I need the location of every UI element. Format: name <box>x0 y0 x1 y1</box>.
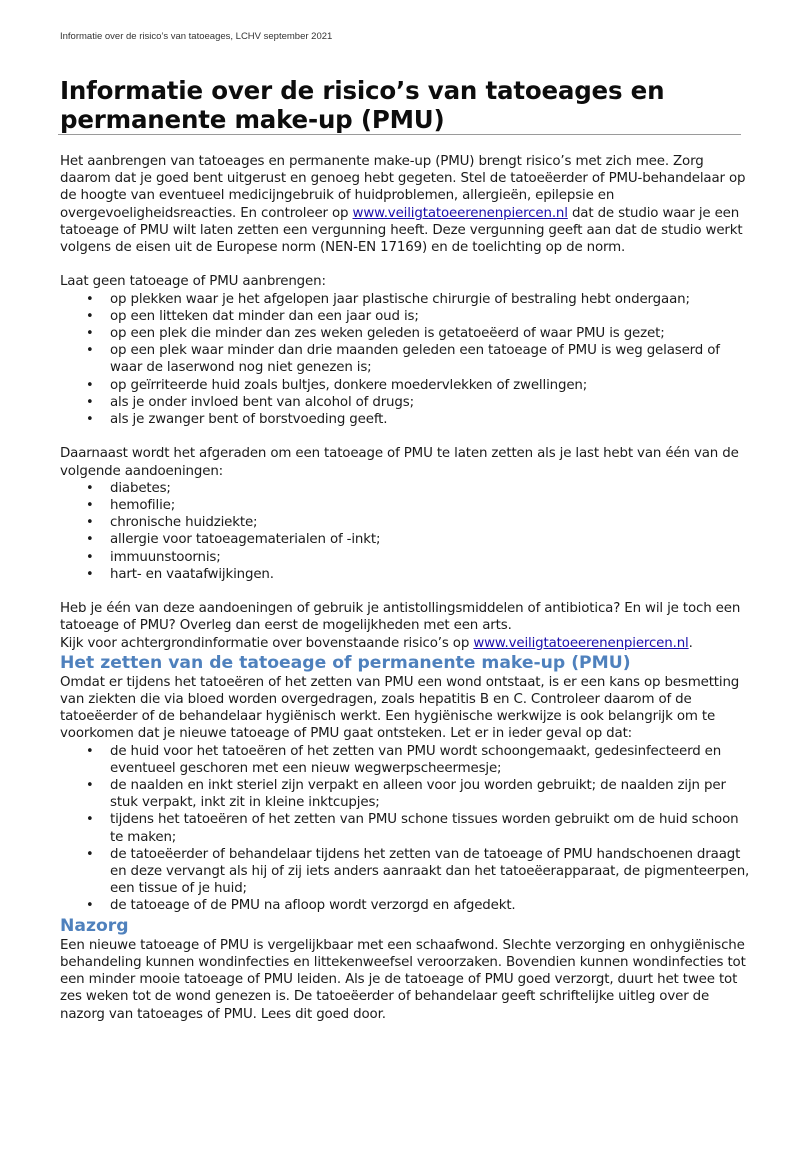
list-item <box>60 497 750 514</box>
list-item-text: diabetes; <box>110 480 171 496</box>
application-paragraph: Omdat er tijdens het tatoeëren of het zetten van PMU een wond ontstaat, is er een kans op besmetting van ziekten die via bloed worden overgedragen, zoals hepatitis B en C. Controleer daarom of de tatoeëerder of de behandelaar hygiënisch werkt. Een hygiënische werkwijze is ook belangrijk om te voorkomen dat je nieuwe tatoeage of PMU gaat ontsteken. Let er in ieder geval op dat: <box>60 674 740 742</box>
hygiene-checklist <box>60 743 750 915</box>
list-item-text: op een plek die minder dan zes weken geleden is getatoeëerd of waar PMU is gezet; <box>110 326 665 342</box>
list-item <box>60 549 750 566</box>
spacer <box>60 583 750 600</box>
bullet-icon: • <box>86 480 94 496</box>
background-info-paragraph <box>60 635 750 652</box>
bullet-icon: • <box>86 291 94 307</box>
conditions-list <box>60 480 750 583</box>
list-item-text: allergie voor tatoeagematerialen of -inkt; <box>110 532 381 548</box>
list-item-text: chronische huidziekte; <box>110 515 258 531</box>
bullet-icon: • <box>86 549 94 565</box>
list-item <box>60 566 750 583</box>
section-heading-aftercare: Nazorg <box>60 915 129 936</box>
spacer <box>60 428 750 445</box>
list-item-text: de tatoeëerder of behandelaar tijdens het zetten van de tatoeage of PMU handschoenen draagt en deze vervangt als hij of zij iets anders aanraakt dan het tatoeëerapparaat, de pigmenteerpen, een tissue of je huid; <box>110 846 750 897</box>
list-item <box>60 411 750 428</box>
list-item <box>60 897 750 914</box>
license-check-link[interactable]: www.veiligtatoeerenenpiercen.nl <box>352 205 568 221</box>
consult-paragraph: Heb je één van deze aandoeningen of gebruik je antistollingsmiddelen of antibiotica? En wil je toch een tatoeage of PMU? Overleg dan eerst de mogelijkheden met een arts. <box>60 601 741 634</box>
no-tattoo-lead: Laat geen tatoeage of PMU aanbrengen: <box>60 274 326 290</box>
list-item-text: tijdens het tatoeëren of het zetten van PMU schone tissues worden gebruikt om de huid schoon te maken; <box>110 812 739 845</box>
bullet-icon: • <box>86 846 94 862</box>
list-item <box>60 811 750 845</box>
bullet-icon: • <box>86 412 94 428</box>
list-item-text: de huid voor het tatoeëren of het zetten van PMU wordt schoongemaakt, gedesinfecteerd en eventueel geschoren met een nieuw wegwerpscheermesje; <box>110 743 722 776</box>
list-item <box>60 342 750 376</box>
intro-paragraph <box>60 153 750 256</box>
list-item-text: als je zwanger bent of borstvoeding geeft. <box>110 412 388 428</box>
list-item-text: hemofilie; <box>110 498 176 514</box>
bullet-icon: • <box>86 812 94 828</box>
page-title: Informatie over de risico’s van tatoeages en permanente make-up (PMU) <box>60 76 665 134</box>
list-item <box>60 531 750 548</box>
bullet-icon: • <box>86 566 94 582</box>
intro-text-2: dat de studio waar je een tatoeage of PMU wilt laten zetten een vergunning heeft. Deze vergunning geeft aan dat de studio werkt volgens de eisen uit de Europese norm (NEN-EN 17169) en de toelichting op de norm. <box>60 205 743 256</box>
list-item <box>60 846 750 898</box>
list-item-text: op plekken waar je het afgelopen jaar plastische chirurgie of bestraling hebt ondergaan; <box>110 291 690 307</box>
bullet-icon: • <box>86 394 94 410</box>
bullet-icon: • <box>86 515 94 531</box>
list-item-text: op een plek waar minder dan drie maanden geleden een tatoeage of PMU is weg gelaserd of waar de laserwond nog niet genezen is; <box>110 343 720 376</box>
list-item <box>60 480 750 497</box>
list-item-text: immuunstoornis; <box>110 549 221 565</box>
bullet-icon: • <box>86 743 94 759</box>
bullet-icon: • <box>86 498 94 514</box>
bullet-icon: • <box>86 532 94 548</box>
bullet-icon: • <box>86 343 94 359</box>
background-info-link[interactable]: www.veiligtatoeerenenpiercen.nl <box>473 635 689 651</box>
list-item <box>60 377 750 394</box>
bullet-icon: • <box>86 778 94 794</box>
running-header: Informatie over de risico’s van tatoeages, LCHV september 2021 <box>60 31 333 42</box>
list-item-text: hart- en vaatafwijkingen. <box>110 566 274 582</box>
list-item-text: als je onder invloed bent van alcohol of drugs; <box>110 394 414 410</box>
bullet-icon: • <box>86 898 94 914</box>
aftercare-paragraph: Een nieuwe tatoeage of PMU is vergelijkbaar met een schaafwond. Slechte verzorging en onhygiënische behandeling kunnen wondinfecties en littekenweefsel veroorzaken. Bovendien kunnen wondinfecties tot een minder mooie tatoeage of PMU leiden. Als je de tatoeage of PMU goed verzorgt, duurt het twee tot zes weken tot de wond genezen is. De tatoeëerder of behandelaar geeft schriftelijke uitleg over de nazorg van tatoeages of PMU. Lees dit goed door. <box>60 937 746 1022</box>
list-item-text: op geïrriteerde huid zoals bultjes, donkere moedervlekken of zwellingen; <box>110 377 588 393</box>
conditions-lead: Daarnaast wordt het afgeraden om een tatoeage of PMU te laten zetten als je last hebt van één van de volgende aandoeningen: <box>60 446 739 479</box>
title-divider <box>58 134 741 135</box>
document-body <box>60 153 750 1023</box>
list-item <box>60 514 750 531</box>
list-item-text: de tatoeage of de PMU na afloop wordt verzorgd en afgedekt. <box>110 898 516 914</box>
background-text-end: . <box>688 635 693 651</box>
list-item <box>60 291 750 308</box>
list-item-text: de naalden en inkt steriel zijn verpakt en alleen voor jou worden gebruikt; de naalden zijn per stuk verpakt, inkt zit in kleine inktcupjes; <box>110 778 726 811</box>
no-tattoo-list <box>60 291 750 429</box>
bullet-icon: • <box>86 377 94 393</box>
background-text: Kijk voor achtergrondinformatie over bovenstaande risico’s op <box>60 635 474 651</box>
spacer <box>60 256 750 273</box>
bullet-icon: • <box>86 326 94 342</box>
list-item <box>60 394 750 411</box>
section-heading-application: Het zetten van de tatoeage of permanente make-up (PMU) <box>60 652 631 673</box>
bullet-icon: • <box>86 308 94 324</box>
intro-text-1: Het aanbrengen van tatoeages en permanente make-up (PMU) brengt risico’s met zich mee. Zorg daarom dat je goed bent uitgerust en genoeg hebt gegeten. Stel de tatoeëerder of PMU-behandelaar op de hoogte van eventueel medicijngebruik of huidproblemen, allergieën, epilepsie en overgevoeligheidsreacties. En controleer op <box>60 154 746 221</box>
list-item <box>60 777 750 811</box>
list-item <box>60 308 750 325</box>
list-item <box>60 325 750 342</box>
list-item <box>60 743 750 777</box>
list-item-text: op een litteken dat minder dan een jaar oud is; <box>110 308 419 324</box>
